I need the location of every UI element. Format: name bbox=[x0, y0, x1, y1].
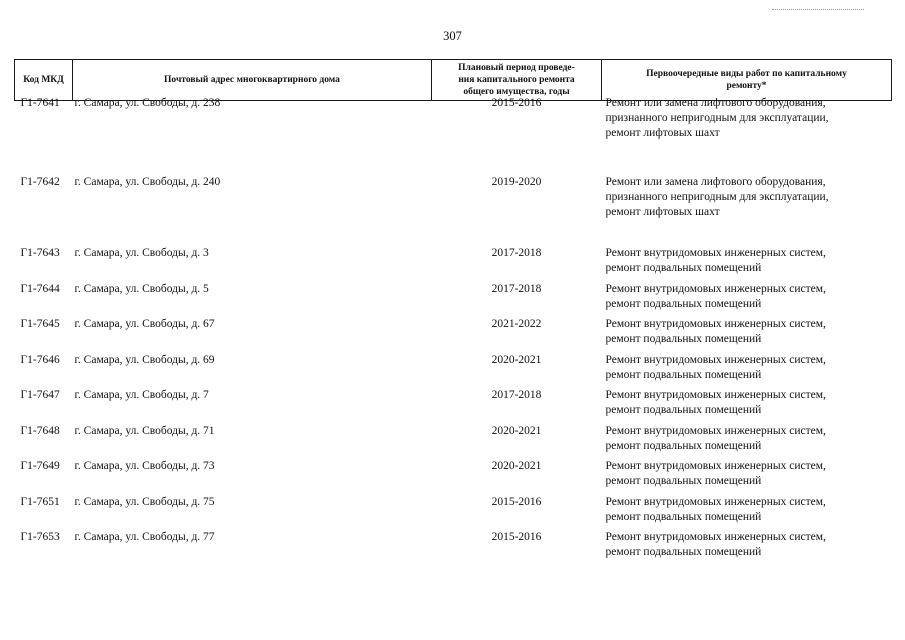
table-row bbox=[15, 246, 892, 282]
repair-works-line: ремонт подвальных помещений bbox=[605, 297, 762, 310]
building-address: г. Самара, ул. Свободы, д. 240 bbox=[74, 176, 221, 188]
repair-works-line: ремонт подвальных помещений bbox=[605, 475, 762, 487]
repair-period: 2015-2016 bbox=[491, 531, 542, 543]
header-period-line: Плановый период проведе- bbox=[458, 63, 575, 73]
repair-works-line: ремонт подвальных помещений bbox=[605, 404, 762, 416]
repair-works-line: признанного непригодным для эксплуатации, bbox=[605, 191, 829, 203]
repair-works-line: ремонт подвальных помещений bbox=[605, 510, 762, 523]
table-row bbox=[15, 175, 892, 246]
header-period-line: ния капитального ремонта bbox=[458, 75, 575, 85]
building-address: г. Самара, ул. Свободы, д. 7 bbox=[74, 389, 209, 401]
page-number: 307 bbox=[443, 29, 462, 43]
building-code: Г1-7651 bbox=[20, 495, 60, 508]
repair-period: 2017-2018 bbox=[491, 389, 542, 401]
building-code: Г1-7647 bbox=[20, 389, 60, 401]
repair-period: 2015-2016 bbox=[491, 495, 542, 508]
repair-works-line: Ремонт внутридомовых инженерных систем, bbox=[605, 531, 826, 543]
building-address: г. Самара, ул. Свободы, д. 67 bbox=[74, 318, 215, 330]
repair-works bbox=[602, 388, 892, 424]
repair-period: 2020-2021 bbox=[491, 424, 542, 437]
repair-works bbox=[602, 246, 892, 282]
building-address: г. Самара, ул. Свободы, д. 3 bbox=[74, 247, 209, 259]
building-code: Г1-7643 bbox=[20, 247, 60, 259]
table-row bbox=[15, 282, 892, 318]
building-code: Г1-7649 bbox=[20, 460, 60, 472]
table-row bbox=[15, 317, 892, 353]
repair-period: 2015-2016 bbox=[491, 97, 542, 109]
repair-works bbox=[602, 353, 892, 389]
table-row bbox=[15, 530, 892, 566]
header-code: Код МКД bbox=[15, 60, 73, 101]
repair-period: 2019-2020 bbox=[491, 176, 542, 188]
repair-works bbox=[602, 459, 892, 495]
table-row bbox=[15, 424, 892, 460]
building-code: Г1-7641 bbox=[20, 97, 60, 109]
table-row bbox=[15, 459, 892, 495]
building-address: г. Самара, ул. Свободы, д. 238 bbox=[74, 97, 221, 109]
repair-schedule-table bbox=[14, 59, 892, 566]
repair-works-line: Ремонт внутридомовых инженерных систем, bbox=[605, 282, 826, 295]
repair-works-line: Ремонт или замена лифтового оборудования, bbox=[605, 97, 826, 109]
header-works bbox=[602, 60, 892, 101]
repair-works bbox=[602, 424, 892, 460]
header-works-line: Первоочередные виды работ по капитальному bbox=[646, 69, 847, 79]
repair-works-line: Ремонт внутридомовых инженерных систем, bbox=[605, 318, 826, 330]
repair-period: 2020-2021 bbox=[491, 353, 542, 366]
repair-works-line: Ремонт внутридомовых инженерных систем, bbox=[605, 495, 826, 508]
building-address: г. Самара, ул. Свободы, д. 69 bbox=[74, 353, 215, 366]
repair-works-line: ремонт лифтовых шахт bbox=[605, 206, 720, 218]
building-address: г. Самара, ул. Свободы, д. 73 bbox=[74, 460, 215, 472]
repair-works-line: Ремонт внутридомовых инженерных систем, bbox=[605, 247, 826, 259]
building-code: Г1-7642 bbox=[20, 176, 60, 188]
repair-works-line: ремонт лифтовых шахт bbox=[605, 127, 720, 139]
repair-works bbox=[602, 97, 892, 176]
repair-works-line: Ремонт внутридомовых инженерных систем, bbox=[605, 424, 826, 437]
table-row bbox=[15, 101, 892, 176]
repair-works-line: признанного непригодным для эксплуатации, bbox=[605, 112, 829, 124]
header-period bbox=[432, 60, 602, 101]
repair-works bbox=[602, 317, 892, 353]
building-address: г. Самара, ул. Свободы, д. 5 bbox=[74, 282, 209, 295]
repair-works-line: ремонт подвальных помещений bbox=[605, 262, 762, 274]
building-address: г. Самара, ул. Свободы, д. 71 bbox=[74, 424, 215, 437]
building-code: Г1-7648 bbox=[20, 424, 60, 437]
repair-works-line: ремонт подвальных помещений bbox=[605, 368, 762, 381]
repair-works-line: Ремонт или замена лифтового оборудования, bbox=[605, 176, 826, 188]
table-header-row bbox=[15, 60, 892, 101]
repair-works-line: Ремонт внутридомовых инженерных систем, bbox=[605, 389, 826, 401]
header-address: Почтовый адрес многоквартирного дома bbox=[73, 60, 432, 101]
repair-period: 2017-2018 bbox=[491, 247, 542, 259]
building-code: Г1-7653 bbox=[20, 531, 60, 543]
repair-works-line: Ремонт внутридомовых инженерных систем, bbox=[605, 460, 826, 472]
repair-works-line: ремонт подвальных помещений bbox=[605, 546, 762, 558]
repair-works-line: ремонт подвальных помещений bbox=[605, 439, 762, 452]
scan-artifact bbox=[772, 9, 864, 10]
repair-works-line: ремонт подвальных помещений bbox=[605, 333, 762, 345]
repair-works bbox=[602, 530, 892, 566]
repair-works bbox=[602, 282, 892, 318]
table-row bbox=[15, 495, 892, 531]
building-address: г. Самара, ул. Свободы, д. 75 bbox=[74, 495, 215, 508]
building-code: Г1-7644 bbox=[20, 282, 60, 295]
repair-works-line: Ремонт внутридомовых инженерных систем, bbox=[605, 353, 826, 366]
table-row bbox=[15, 353, 892, 389]
repair-period: 2020-2021 bbox=[491, 460, 542, 472]
repair-works bbox=[602, 175, 892, 246]
building-address: г. Самара, ул. Свободы, д. 77 bbox=[74, 531, 215, 543]
header-works-line: ремонту* bbox=[726, 81, 767, 91]
table-row bbox=[15, 388, 892, 424]
header-period-line: общего имущества, годы bbox=[463, 87, 570, 97]
building-code: Г1-7646 bbox=[20, 353, 60, 366]
repair-period: 2021-2022 bbox=[491, 318, 542, 330]
repair-period: 2017-2018 bbox=[491, 282, 542, 295]
repair-works bbox=[602, 495, 892, 531]
building-code: Г1-7645 bbox=[20, 318, 60, 330]
